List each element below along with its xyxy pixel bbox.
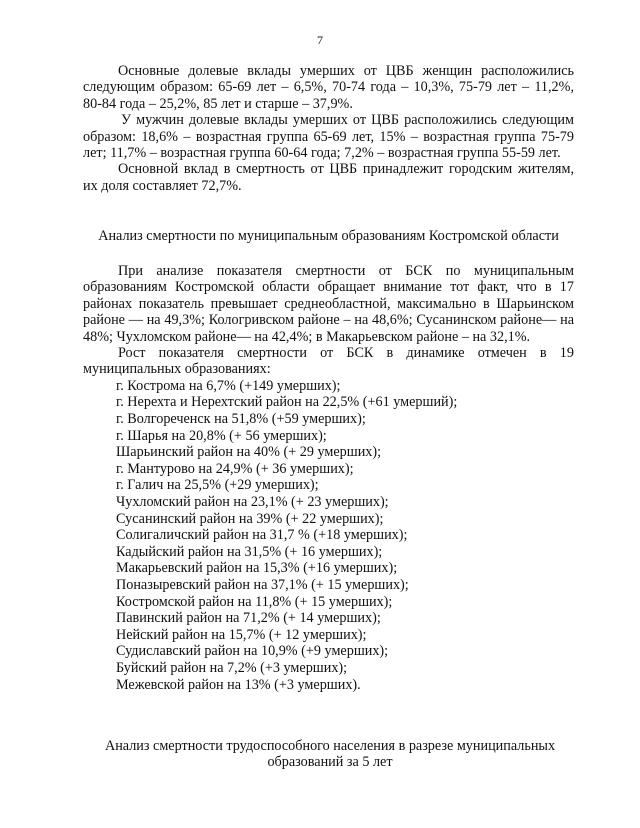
list-item: Костромской район на 11,8% (+ 15 умерших); xyxy=(116,593,393,610)
paragraph-growth-intro: Рост показателя смертности от БСК в динамике отмечен в 19 муниципальных образованиях: xyxy=(83,345,574,378)
list-item: г. Шарья на 20,8% (+ 56 умерших); xyxy=(116,427,327,444)
list-item: Сусанинский район на 39% (+ 22 умерших); xyxy=(116,510,384,527)
page-number: 7 xyxy=(317,33,323,47)
list-item: Солигаличский район на 31,7 % (+18 умерших); xyxy=(116,527,408,544)
municipal-analysis xyxy=(83,263,574,693)
list-item: Шарьинский район на 40% (+ 29 умерших); xyxy=(116,444,382,461)
list-item: Павинский район на 71,2% (+ 14 умерших); xyxy=(116,610,381,627)
list-item: Поназыревский район на 37,1% (+ 15 умерших); xyxy=(116,576,409,593)
list-item: г. Волгореченск на 51,8% (+59 умерших); xyxy=(116,411,366,428)
list-item: г. Мантурово на 24,9% (+ 36 умерших); xyxy=(116,460,354,477)
working-age-heading-block xyxy=(100,738,560,771)
paragraph-men-contribution: У мужчин долевые вклады умерших от ЦВБ расположились следующим образом: 18,6% – возрастная группа 65-69 лет, 15% – возрастная группа 75-79 лет; 11,7% – возрастная группа 60-64 года; 7,2% – возрастная группа 55-59 лет. xyxy=(83,112,574,162)
list-item: Межевской район на 13% (+3 умерших). xyxy=(116,676,361,693)
list-item: Буйский район на 7,2% (+3 умерших); xyxy=(116,659,348,676)
list-item: Макарьевский район на 15,3% (+16 умерших); xyxy=(116,560,398,577)
list-item: Кадыйский район на 31,5% (+ 16 умерших); xyxy=(116,543,383,560)
section-heading-working-age: Анализ смертности трудоспособного населения в разрезе муниципальных образований за 5 лет xyxy=(104,738,556,771)
list-item: г. Нерехта и Нерехтский район на 22,5% (+61 умерший); xyxy=(116,394,458,411)
list-item: Чухломский район на 23,1% (+ 23 умерших); xyxy=(116,494,389,510)
list-item: Нейский район на 15,7% (+ 12 умерших); xyxy=(116,626,367,643)
paragraph-urban-share: Основной вклад в смертность от ЦВБ принадлежит городским жителям, их доля составляет 72,7%. xyxy=(83,161,574,194)
section-heading-municipal: Анализ смертности по муниципальным образованиям Костромской области xyxy=(98,228,559,244)
list-item: г. Кострома на 6,7% (+149 умерших); xyxy=(116,377,341,394)
paragraph-analysis: При анализе показателя смертности от БСК по муниципальным образованиям Костромской области обращает внимание тот факт, что в 17 районах показатель превышает среднеобластной, максимально в Шарьинском районе — на 49,3%; Кологривском районе – на 48,6%; Сусанинском районе— на 48%; Чухломском районе— на 42,4%; в Макарьевском районе – на 32,1%. xyxy=(83,263,574,345)
cvd-section xyxy=(83,63,574,194)
list-item: г. Галич на 25,5% (+29 умерших); xyxy=(116,477,319,494)
list-item: Судиславский район на 10,9% (+9 умерших); xyxy=(116,643,389,660)
growth-list xyxy=(83,378,574,693)
municipal-heading-block xyxy=(83,228,574,244)
paragraph-women-contribution: Основные долевые вклады умерших от ЦВБ женщин расположились следующим образом: 65-69 лет – 6,5%, 70-74 года – 10,3%, 75-79 лет – 11,2%, 80-84 года – 25,2%, 85 лет и старше – 37,9%. xyxy=(83,63,574,112)
